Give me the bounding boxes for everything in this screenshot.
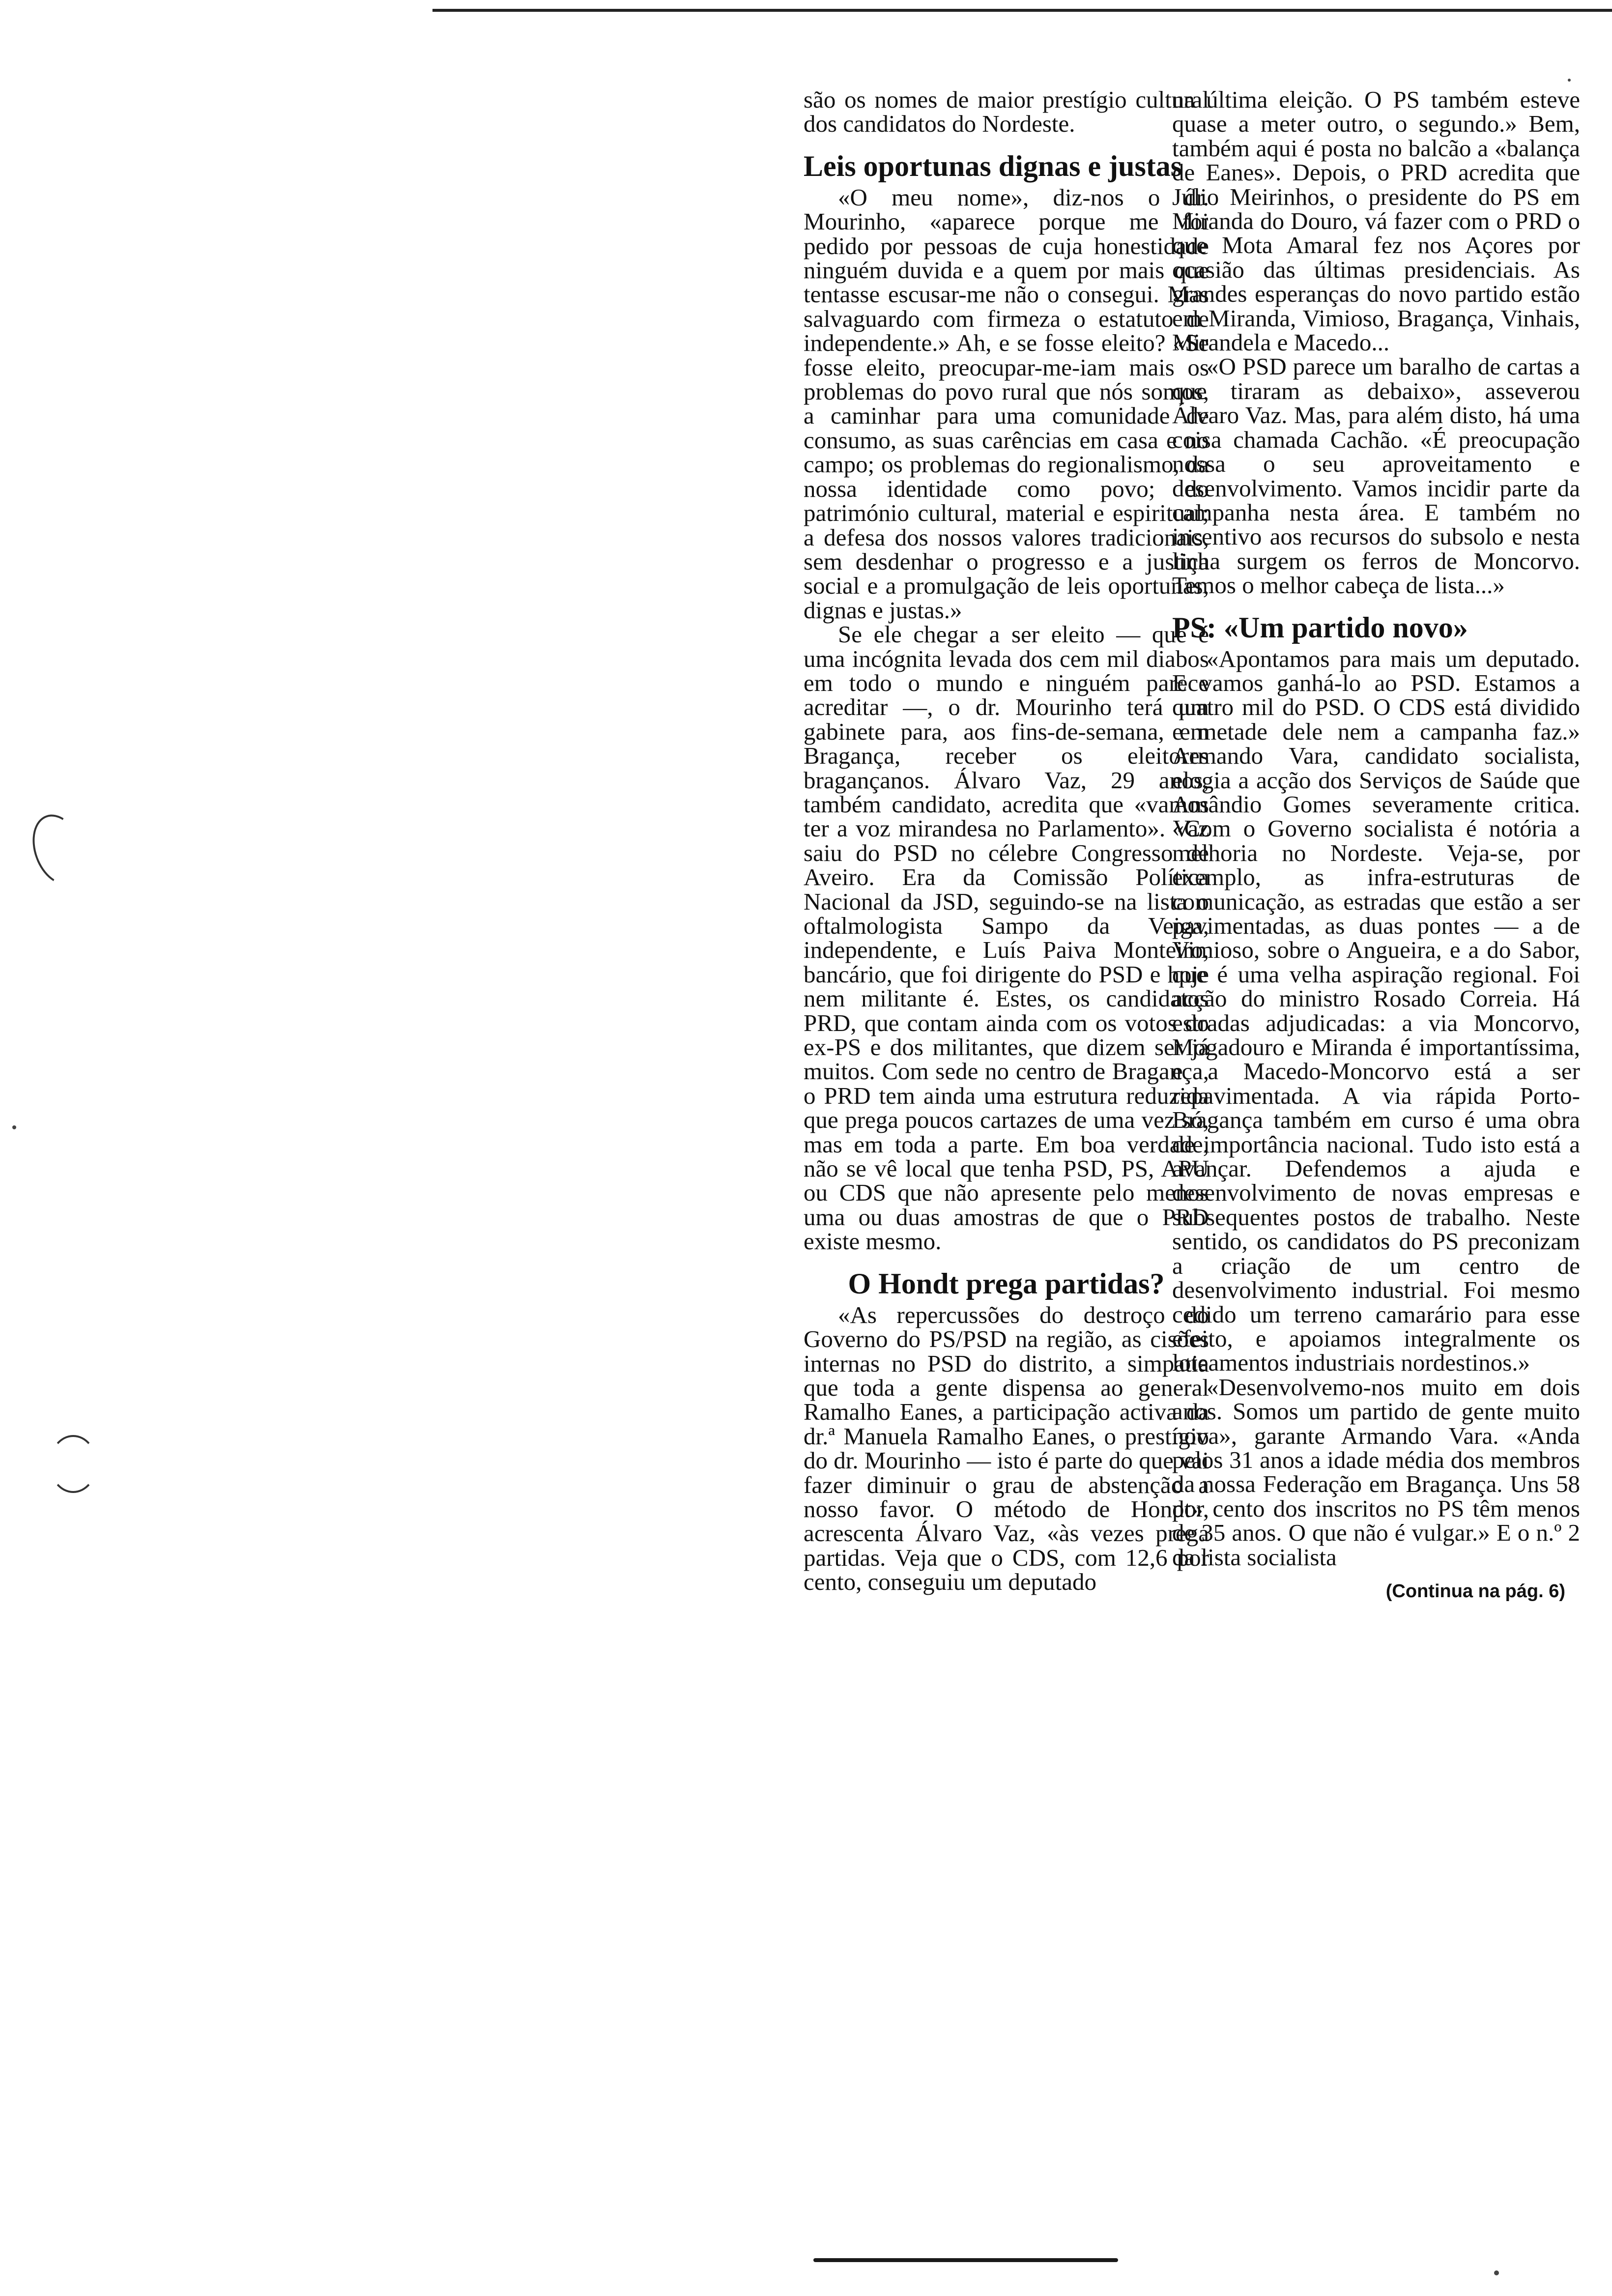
subheading-leis-oportunas: Leis oportunas dignas e justas <box>804 149 1182 182</box>
scan-speck <box>1568 79 1571 82</box>
paragraph: Se ele chegar a ser eleito — que é uma incógnita levada dos cem mil diabos em todo o mundo e ninguém parece acreditar —, o dr. Mourinho terá um gabinete para, aos fins-de-semana, em Bragança, receber os eleitores bragançanos. Álvaro Vaz, 29 anos, também candidato, acredita que «vamos ter a voz mirandesa no Parlamento». Vaz saiu do PSD no célebre Congresso de Aveiro. Era da Comissão Política Nacional da JSD, seguindo-se na lista o oftalmologista Sampo da Veiga, independente, e Luís Paiva Monteiro, bancário, que foi dirigente do PSD e hoje nem militante é. Estes, os candidatos PRD, que contam ainda com os votos do ex-PS e dos militantes, que dizem ser já muitos. Com sede no centro de Bragança, o PRD tem ainda uma estrutura reduzida que prega poucos cartazes de uma vez só, mas em toda a parte. Em boa verdade, não se vê local que tenha PSD, PS, APU ou CDS que não apresente pelo menos uma ou duas amostras de que o PRD existe mesmo. <box>804 621 1209 1255</box>
bottom-rule <box>813 2258 1118 2262</box>
top-rule <box>432 9 1612 12</box>
continued-on-page-note: (Continua na pág. 6) <box>1385 1580 1565 1602</box>
paragraph: «Apontamos para mais um deputado. E vamos ganhá-lo ao PSD. Estamos a quatro mil do PSD. O CDS está dividido e metade dele nem a campanha faz.» Armando Vara, candidato socialista, elogia a acção dos Serviços de Saúde que Amândio Gomes severamente critica. «Com o Governo socialista é notória a melhoria no Nordeste. Veja-se, por exemplo, as infra-estruturas de comunicação, as estradas que estão a ser pavimentadas, as duas pontes — a de Vimioso, sobre o Angueira, e a do Sabor, que é uma velha aspiração regional. Foi acção do ministro Rosado Correia. Há estradas adjudicadas: a via Moncorvo, Mogadouro e Miranda é importantíssima, e a Macedo-Moncorvo está a ser repavimentada. A via rápida Porto-Bragança também em curso é uma obra de importância nacional. Tudo isto está a avançar. Defendemos a ajuda e desenvolvimento de novas empresas e subsequentes postos de trabalho. Neste sentido, os candidatos do PS preconizam a criação de um centro de desenvolvimento industrial. Foi mesmo cedido um terreno camarário para esse efeito, e apoiamos integralmente os loteamentos industriais nordestinos.» <box>1172 645 1580 1377</box>
paragraph: «Desenvolvemo-nos muito em dois anos. Somos um partido de gente muito nova», garante Armando Vara. «Anda pelos 31 anos a idade média dos membros da nossa Federação em Bragança. Uns 58 por cento dos inscritos no PS têm menos de 35 anos. O que não é vulgar.» E o n.º 2 da lista socialista <box>1172 1373 1580 1571</box>
subheading-hondt: O Hondt prega partidas? <box>848 1267 1165 1300</box>
paragraph: são os nomes de maior prestígio cultural dos candidatos do Nordeste. <box>804 86 1209 138</box>
punch-hole-mark <box>24 807 94 892</box>
subheading-ps-partido-novo: PS: «Um partido novo» <box>1172 611 1468 644</box>
paragraph: «O meu nome», diz-nos o dr. Mourinho, «aparece porque me foi pedido por pessoas de cuja honestidade ninguém duvida e a quem por mais que tentasse escusar-me não o consegui. Mas salvaguardo com firmeza o estatuto de independente.» Ah, e se fosse eleito? «Se fosse eleito, preocupar-me-iam mais os problemas do povo rural que nós somos, a caminhar para uma comunidade de consumo, as suas carências em casa e no campo; os problemas do regionalismo, da nossa identidade como povo; do património cultural, material e espiritual; a defesa dos nossos valores tradicionais, sem desdenhar o progresso e a justiça social e a promulgação de leis oportunas, dignas e justas.» <box>804 183 1209 624</box>
paragraph: na última eleição. O PS também esteve quase a meter outro, o segundo.» Bem, também aqui é posta no balcão a «balança de Eanes». Depois, o PRD acredita que Júlio Meirinhos, o presidente do PS em Miranda do Douro, vá fazer com o PRD o que Mota Amaral fez nos Açores por ocasião das últimas presidenciais. As grandes esperanças do novo partido estão em Miranda, Vimioso, Bragança, Vinhais, Mirandela e Macedo... <box>1172 86 1580 356</box>
punch-hole-mark <box>49 1435 97 1493</box>
article-column-1 <box>804 87 1209 1594</box>
scan-speck <box>1494 2270 1499 2275</box>
article-column-2 <box>1172 87 1580 1602</box>
scan-speck <box>12 1125 16 1129</box>
paragraph: «O PSD parece um baralho de cartas a que tiraram as debaixo», asseverou Álvaro Vaz. Mas, para além disto, há uma coisa chamada Cachão. «É preocupação nossa o seu aproveitamento e desenvolvimento. Vamos incidir parte da campanha nesta área. E também no incentivo aos recursos do subsolo e nesta linha surgem os ferros de Moncorvo. Temos o melhor cabeça de lista...» <box>1172 353 1580 599</box>
paragraph: «As repercussões do destroço do Governo do PS/PSD na região, as cisões internas no PSD do distrito, a simpatia que toda a gente dispensa ao general Ramalho Eanes, a participação activa da dr.ª Manuela Ramalho Eanes, o prestígio do dr. Mourinho — isto é parte do que vai fazer diminuir o grau de abstenção a nosso favor. O método de Hondt», acrescenta Álvaro Vaz, «às vezes prega partidas. Veja que o CDS, com 12,6 por cento, conseguiu um deputado <box>804 1301 1209 1596</box>
